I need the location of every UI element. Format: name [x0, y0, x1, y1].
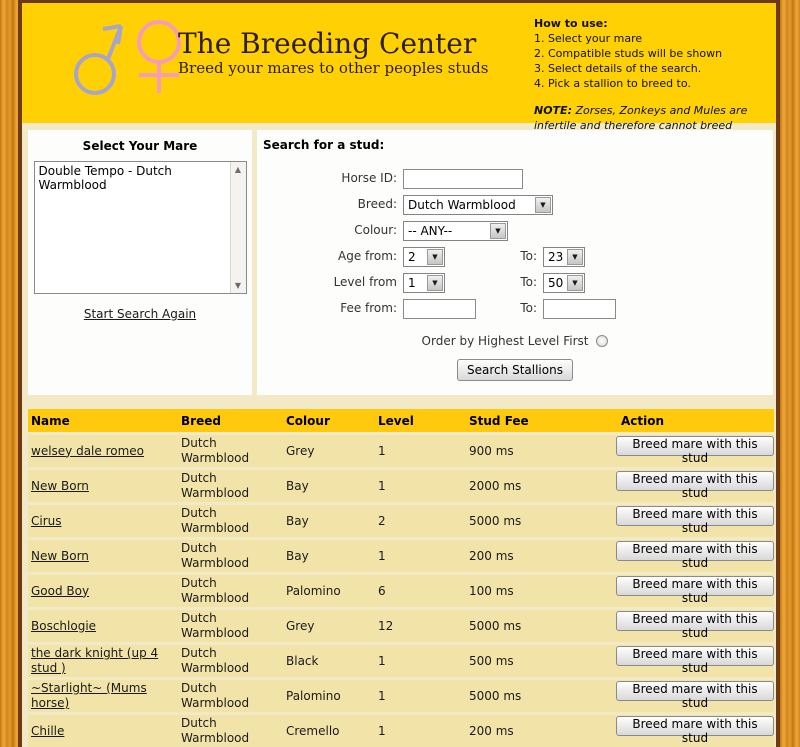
level-from-value: 1: [408, 275, 416, 290]
table-row: [28, 715, 774, 747]
how-to-use-heading: How to use:: [534, 17, 608, 30]
colour-label: Colour:: [354, 223, 397, 237]
breed-with-stud-button[interactable]: Breed mare with this stud: [616, 506, 774, 526]
stud-level: 12: [378, 618, 394, 633]
stud-breed: Dutch Warmblood: [181, 646, 250, 675]
fee-from-label: Fee from:: [340, 301, 397, 315]
column-header-stud-fee: Stud Fee: [469, 413, 529, 428]
scroll-down-icon[interactable]: ▼: [234, 281, 242, 290]
stud-fee: 2000 ms: [469, 478, 522, 493]
horse-id-input[interactable]: [403, 169, 523, 189]
stud-fee: 200 ms: [469, 548, 514, 563]
stud-level: 6: [378, 583, 386, 598]
colour-select-value: -- ANY--: [408, 223, 453, 238]
stud-fee: 200 ms: [469, 723, 514, 738]
breed-with-stud-button[interactable]: Breed mare with this stud: [616, 471, 774, 491]
colour-select[interactable]: [403, 221, 508, 241]
table-row: [28, 610, 774, 642]
stud-breed: Dutch Warmblood: [181, 716, 250, 745]
breed-with-stud-button[interactable]: Breed mare with this stud: [616, 716, 774, 736]
mare-listbox-item[interactable]: Double Tempo - Dutch Warmblood: [38, 164, 172, 192]
order-by-level-radio[interactable]: [596, 335, 608, 347]
stud-name-link[interactable]: New Born: [31, 548, 89, 563]
stud-level: 2: [378, 513, 386, 528]
listbox-scrollbar[interactable]: [230, 162, 246, 293]
mare-listbox[interactable]: [34, 161, 247, 294]
stud-colour: Cremello: [286, 723, 340, 738]
how-to-step: 4. Pick a stallion to breed to.: [534, 77, 691, 90]
table-row: [28, 540, 774, 572]
level-from-label: Level from: [333, 275, 397, 289]
breed-with-stud-button[interactable]: Breed mare with this stud: [616, 436, 774, 456]
age-to-label: To:: [520, 249, 537, 263]
stud-name-link[interactable]: ~Starlight~ (Mums horse): [31, 681, 147, 710]
stud-colour: Palomino: [286, 583, 341, 598]
level-to-select[interactable]: [543, 273, 585, 293]
stud-name-link[interactable]: Good Boy: [31, 583, 90, 598]
level-from-select[interactable]: [403, 273, 445, 293]
level-to-label: To:: [520, 275, 537, 289]
age-from-value: 2: [408, 249, 416, 264]
column-header-action: Action: [621, 413, 665, 428]
breed-label: Breed:: [357, 197, 397, 211]
stud-breed: Dutch Warmblood: [181, 436, 250, 465]
how-to-step: 3. Select details of the search.: [534, 62, 702, 75]
stud-results-table: [28, 409, 774, 747]
fee-from-input[interactable]: [403, 299, 476, 319]
breed-with-stud-button[interactable]: Breed mare with this stud: [616, 681, 774, 701]
how-to-use-box: [534, 16, 780, 133]
table-header-row: [28, 409, 774, 432]
age-to-value: 23: [548, 249, 564, 264]
note-text: Zorses, Zonkeys and Mules are infertile and therefore cannot breed: [534, 104, 748, 132]
page-subtitle: Breed your mares to other peoples studs: [178, 59, 489, 77]
how-to-step: 1. Select your mare: [534, 32, 643, 45]
table-row: [28, 505, 774, 537]
dropdown-arrow-icon[interactable]: ▼: [490, 223, 506, 239]
stud-fee: 900 ms: [469, 443, 514, 458]
table-row: [28, 470, 774, 502]
stud-fee: 100 ms: [469, 583, 514, 598]
fee-to-input[interactable]: [543, 299, 616, 319]
stud-level: 1: [378, 443, 386, 458]
stud-name-link[interactable]: New Born: [31, 478, 89, 493]
page-header: [22, 3, 776, 132]
stud-level: 1: [378, 688, 386, 703]
stud-colour: Grey: [286, 618, 315, 633]
dropdown-arrow-icon[interactable]: ▼: [535, 197, 551, 213]
stud-breed: Dutch Warmblood: [181, 506, 250, 535]
stud-fee: 5000 ms: [469, 688, 522, 703]
stud-fee: 5000 ms: [469, 618, 522, 633]
stud-name-link[interactable]: welsey dale romeo: [31, 443, 145, 458]
stud-breed: Dutch Warmblood: [181, 471, 250, 500]
how-to-step: 2. Compatible studs will be shown: [534, 47, 723, 60]
breed-select-value: Dutch Warmblood: [408, 197, 516, 212]
scroll-up-icon[interactable]: ▲: [234, 165, 242, 174]
table-row: [28, 680, 774, 712]
age-from-label: Age from:: [338, 249, 397, 263]
stud-level: 1: [378, 478, 386, 493]
table-row: [28, 575, 774, 607]
breed-with-stud-button[interactable]: Breed mare with this stud: [616, 541, 774, 561]
stud-level: 1: [378, 653, 386, 668]
table-row: [28, 645, 774, 677]
column-header-breed: Breed: [181, 413, 221, 428]
male-gender-icon: [76, 26, 121, 93]
stud-colour: Bay: [286, 513, 309, 528]
stud-level: 1: [378, 548, 386, 563]
age-from-select[interactable]: [403, 247, 445, 267]
breed-with-stud-button[interactable]: Breed mare with this stud: [616, 611, 774, 631]
female-gender-icon: [139, 22, 179, 93]
stud-name-link[interactable]: Boschlogie: [31, 618, 97, 633]
breed-select[interactable]: [403, 195, 553, 215]
note-label: NOTE:: [534, 104, 572, 117]
breed-with-stud-button[interactable]: Breed mare with this stud: [616, 646, 774, 666]
column-header-name: Name: [31, 413, 70, 428]
stud-colour: Palomino: [286, 688, 341, 703]
column-header-colour: Colour: [286, 413, 330, 428]
search-panel-heading: Search for a stud:: [263, 138, 385, 152]
stud-name-link[interactable]: Chille: [31, 723, 65, 738]
column-header-level: Level: [378, 413, 414, 428]
table-row: [28, 435, 774, 467]
stud-breed: Dutch Warmblood: [181, 541, 250, 570]
stud-search-panel: [257, 130, 773, 395]
stud-fee: 5000 ms: [469, 513, 522, 528]
level-to-value: 50: [548, 275, 564, 290]
page-frame: [18, 0, 780, 747]
stud-colour: Grey: [286, 443, 315, 458]
horse-id-label: Horse ID:: [341, 171, 397, 185]
stud-fee: 500 ms: [469, 653, 514, 668]
stud-name-link[interactable]: Cirus: [31, 513, 62, 528]
dropdown-arrow-icon[interactable]: ▼: [427, 275, 443, 291]
page-title: The Breeding Center: [178, 27, 477, 60]
start-search-again-link[interactable]: Start Search Again: [83, 307, 197, 321]
stud-name-link[interactable]: the dark knight (up 4 stud ): [31, 646, 159, 675]
stud-breed: Dutch Warmblood: [181, 611, 250, 640]
stud-breed: Dutch Warmblood: [181, 576, 250, 605]
stud-colour: Bay: [286, 548, 309, 563]
stud-level: 1: [378, 723, 386, 738]
age-to-select[interactable]: [543, 247, 585, 267]
mare-panel-heading: Select Your Mare: [82, 139, 198, 153]
breed-with-stud-button[interactable]: Breed mare with this stud: [616, 576, 774, 596]
stud-breed: Dutch Warmblood: [181, 681, 250, 710]
dropdown-arrow-icon[interactable]: ▼: [427, 249, 443, 265]
search-stallions-button[interactable]: Search Stallions: [457, 359, 573, 381]
mare-selection-panel: [28, 130, 252, 395]
infertile-note: [534, 103, 780, 133]
dropdown-arrow-icon[interactable]: ▼: [567, 275, 583, 291]
fee-to-label: To:: [520, 301, 537, 315]
dropdown-arrow-icon[interactable]: ▼: [567, 249, 583, 265]
stud-colour: Bay: [286, 478, 309, 493]
stud-colour: Black: [286, 653, 319, 668]
order-by-level-label: Order by Highest Level First: [421, 334, 589, 348]
